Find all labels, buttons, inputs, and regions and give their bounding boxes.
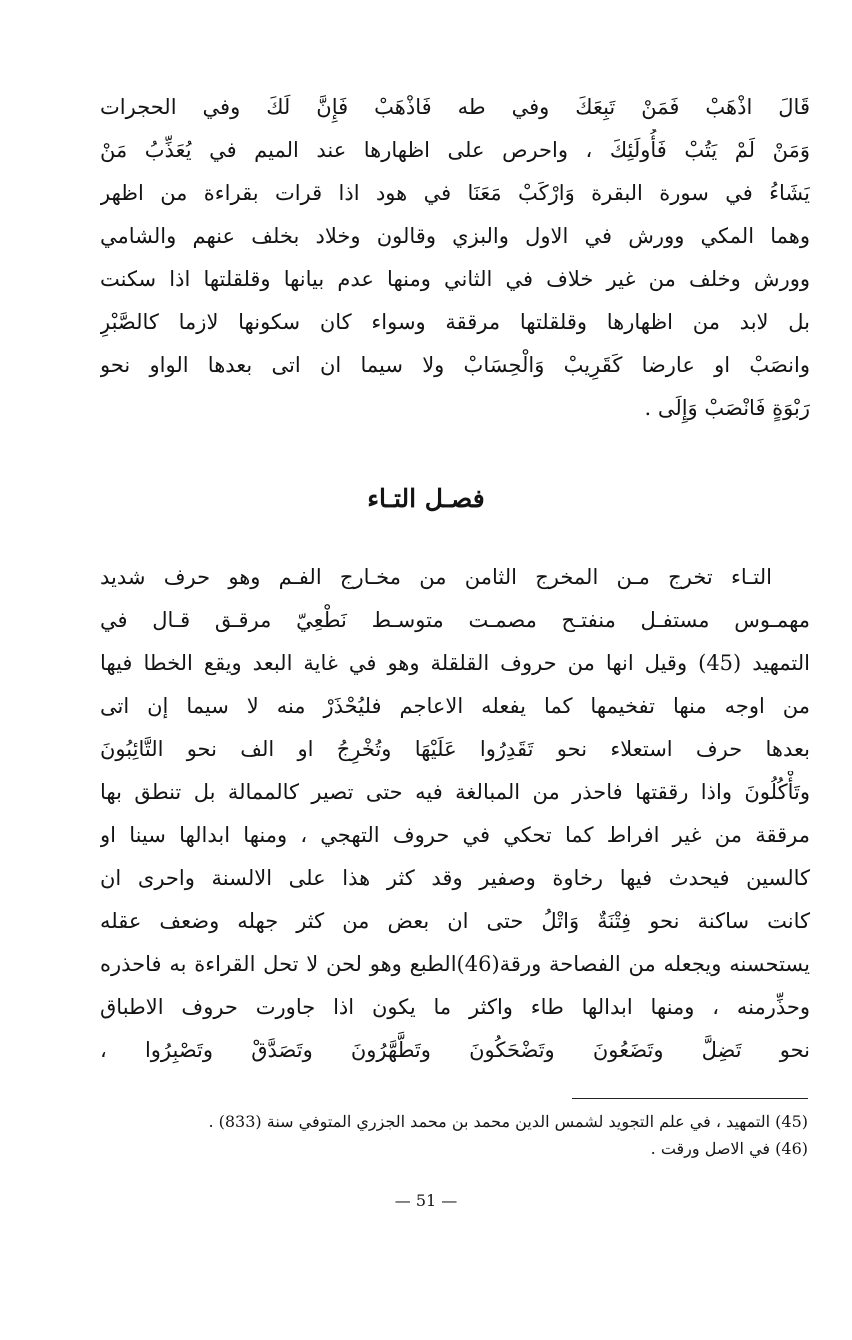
text-line: وانصَبْ او عارضا كَقَرِيبْ وَالْحِسَابْ ولا سيما ان اتى بعدها الواو نحو [100,353,810,377]
text-line: وورش وخلف من غير خلاف في الثاني ومنها عدم بيانها وقلقلتها اذا سكنت [100,267,810,291]
text-line: من اوجه منها تفخيمها كما يفعله الاعاجم فليُحْذَرْ منه لا سيما إن اتى [100,694,810,718]
text-line: كالسين فيحدث فيها رخاوة وصفير وقد كثر هذا على الالسنة واحرى ان [100,866,810,890]
text-line: يستحسنه ويجعله من الفصاحة ورقة(46)الطبع وهو لحن لا تحل القراءة به فاحذره [100,952,810,976]
text-line: مهمـوس مستفـل منفتـح مصمـت متوسـط نَطْعِيّ مرقـق قـال في [100,608,810,632]
text-line: التمهيد (45) وقيل انها من حروف القلقلة وهو في غاية البعد ويقع الخطا فيها [100,651,810,675]
footnote-divider [572,1098,808,1099]
text-line: نحو تَضِلَّ وتَضَعُونَ وتَضْحَكُونَ وتَطَّهَّرُونَ وتَصَدَّقْ وتَصْبِرُوا ، [100,1038,810,1062]
text-line: قَالَ اذْهَبْ فَمَنْ تَبِعَكَ وفي طه فَاذْهَبْ فَإِنَّ لَكَ وفي الحجرات [100,95,810,119]
footnote-46: (46) في الاصل ورقت . [650,1139,808,1158]
text-line: بل لابد من اظهارها وقلقلتها مرققة وسواء كان سكونها لازما كالصَّبْرِ [100,310,810,334]
paragraph-2 [100,556,810,1072]
text-line: وتَأْكُلُونَ واذا رققتها فاحذر من المبالغة فيه حتى تصير كالممالة بل تنطق بها [100,780,810,804]
text-line: يَشَاءُ في سورة البقرة وَارْكَبْ مَعَنَا في هود اذا قرات بقراءة من اظهر [100,181,810,205]
text-line: كانت ساكنة نحو فِتْنَةٌ وَاتْلُ حتى ان بعض من كثر جهله وضعف عقله [100,909,810,933]
footnote-45: (45) التمهيد ، في علم التجويد لشمس الدين محمد بن محمد الجزري المتوفي سنة (833) . [208,1112,808,1131]
section-heading: فصـل التـاء [367,484,485,513]
text-line: وَمَنْ لَمْ يَتُبْ فَأُولَئِكَ ، واحرص على اظهارها عند الميم في يُعَذِّبُ مَنْ [100,138,810,162]
text-line: بعدها حرف استعلاء نحو تَقَدِرُوا عَلَيْهَا وتُخْرِجُ او الف نحو التَّائِبُونَ [100,737,810,761]
text-line: رَبْوَةٍ فَانْصَبْ وَإِلَى . [644,396,810,420]
text-line: وحذِّرمنه ، ومنها ابدالها طاء واكثر ما يكون اذا جاورت حروف الاطباق [100,995,810,1019]
footnotes [140,1108,808,1162]
page-number: — 51 — [394,1191,458,1210]
text-line: وهما المكي وورش في الاول والبزي وقالون وخلاد بخلف عنهم والشامي [100,224,810,248]
paragraph-1 [100,86,810,430]
text-line: مرققة من غير افراط كما تحكي في حروف التهجي ، ومنها ابدالها سينا او [100,823,810,847]
text-line: التـاء تخرج مـن المخرج الثامن من مخـارج الفـم وهو حرف شديد [100,565,772,589]
